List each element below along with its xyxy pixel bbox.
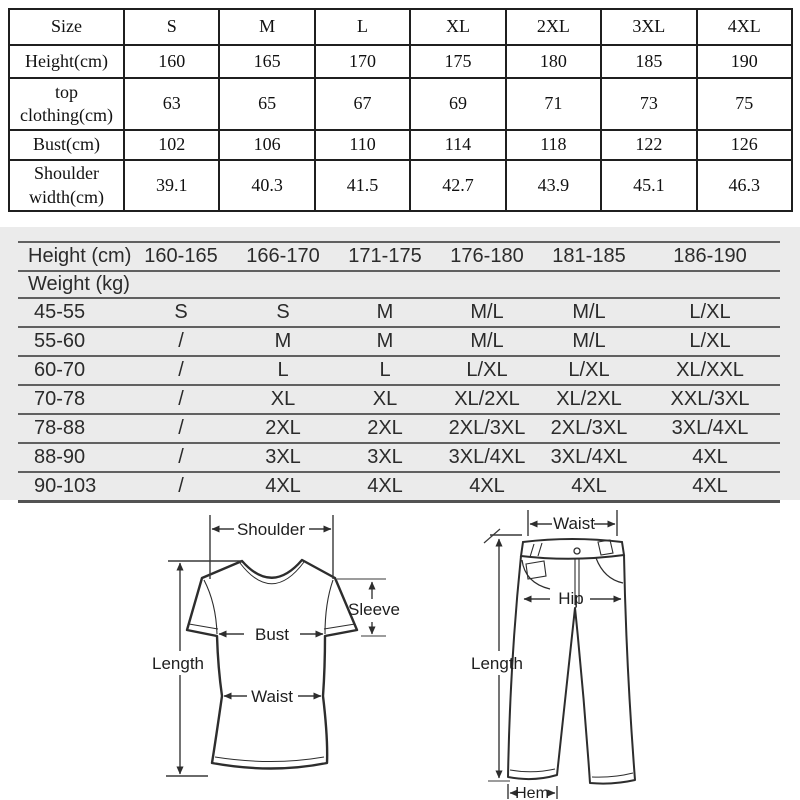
value-cell: 4XL [265,475,301,497]
value-cell: 106 [219,130,314,160]
value-cell: / [178,388,184,410]
value-cell: 69 [410,78,505,130]
pants-waist-label: Waist [553,514,595,533]
shirt-sleeve-label: Sleeve [348,600,400,619]
tshirt-drawing [187,560,357,769]
table-row [9,45,792,78]
shirt-length-label: Length [152,654,204,673]
header-cell: 160-165 [144,245,218,267]
value-cell: L/XL [568,359,610,381]
value-cell: S [174,301,188,323]
size-table-header-row [9,9,792,45]
table-row [18,356,780,385]
header-cell: 176-180 [450,245,524,267]
value-cell: L/XL [689,301,731,323]
value-cell: L [379,359,391,381]
row-label: top clothing(cm) [9,78,124,130]
value-cell: / [178,417,184,439]
header-cell: 2XL [506,9,601,45]
value-cell: XXL/3XL [670,388,750,410]
value-cell: 185 [601,45,696,78]
top-size-table [8,8,793,212]
value-cell: 2XL [367,417,403,439]
value-cell: L/XL [689,330,731,352]
value-cell: 42.7 [410,160,505,211]
value-cell: 65 [219,78,314,130]
pants-belt-loops [530,540,613,557]
value-cell: 122 [601,130,696,160]
value-cell: 180 [506,45,601,78]
value-cell: L [277,359,289,381]
table-row [18,414,780,443]
pants-button [574,548,580,554]
row-label: Height(cm) [9,45,124,78]
value-cell: 67 [315,78,410,130]
table-row [18,385,780,414]
row-label: 88-90 [34,446,86,468]
row-label: 45-55 [34,301,86,323]
pants-length-label: Length [471,654,523,673]
row-label: Bust(cm) [9,130,124,160]
size-table-body [9,45,792,211]
value-cell: 43.9 [506,160,601,211]
pants-hem-label: Hem [515,785,549,800]
value-cell: XL [270,388,296,410]
value-cell: 3XL [265,446,301,468]
value-cell: XL/2XL [556,388,622,410]
shirt-bust-label: Bust [254,625,290,644]
tshirt-dimension-lines [166,515,386,776]
header-cell: 3XL [601,9,696,45]
value-cell: 3XL/4XL [448,446,526,468]
pants-drawing [508,539,635,784]
value-cell: / [178,475,184,497]
value-cell: 190 [697,45,792,78]
value-cell: 3XL/4XL [671,417,749,439]
value-cell: M [376,301,394,323]
value-cell: / [178,359,184,381]
value-cell: 73 [601,78,696,130]
fit-table-band [0,227,800,500]
tshirt-outline [187,560,357,769]
value-cell: 114 [410,130,505,160]
tshirt-hem-inner-line [215,757,324,762]
value-cell: 45.1 [601,160,696,211]
value-cell: 4XL [367,475,403,497]
tshirt-measurement-diagram [128,503,428,800]
row-label: 70-78 [34,388,86,410]
value-cell: 75 [697,78,792,130]
value-cell: / [178,330,184,352]
pants-measurement-diagram [438,503,700,800]
header-cell: 186-190 [673,245,747,267]
value-cell: XL/XXL [676,359,744,381]
table-row [9,160,792,211]
value-cell: M/L [572,301,606,323]
pants-hip-label: Hip [558,589,584,608]
header-cell: 171-175 [348,245,422,267]
table-row [18,298,780,327]
header-cell: 181-185 [552,245,626,267]
header-cell: 4XL [697,9,792,45]
value-cell: 118 [506,130,601,160]
value-cell: 3XL/4XL [550,446,628,468]
value-cell: 40.3 [219,160,314,211]
table-row [18,472,780,502]
header-cell: S [124,9,219,45]
value-cell: 102 [124,130,219,160]
height-weight-fit-table [18,241,780,503]
row-label: 78-88 [34,417,86,439]
value-cell: 2XL/3XL [448,417,526,439]
header-cell: Size [9,9,124,45]
pants-waistband [521,539,624,559]
value-cell: XL/2XL [454,388,520,410]
value-cell: 2XL/3XL [550,417,628,439]
weight-label: Weight (kg) [28,273,130,295]
pants-hem-inner-lines [510,769,633,777]
value-cell: 71 [506,78,601,130]
value-cell: 4XL [692,475,728,497]
value-cell: L/XL [466,359,508,381]
table-row [18,327,780,356]
value-cell: 126 [697,130,792,160]
value-cell: 39.1 [124,160,219,211]
table-row [9,130,792,160]
value-cell: 4XL [571,475,607,497]
value-cell: 110 [315,130,410,160]
fit-table-height-row [18,242,780,271]
table-row [9,78,792,130]
length-slash [484,529,500,543]
table-row [18,443,780,472]
value-cell: 41.5 [315,160,410,211]
value-cell: M [376,330,394,352]
header-cell: Height (cm) [28,245,132,267]
value-cell: 175 [410,45,505,78]
row-label: Shoulder width(cm) [9,160,124,211]
fit-table-body [18,298,780,502]
value-cell: 63 [124,78,219,130]
value-cell: S [276,301,290,323]
value-cell: M/L [470,301,504,323]
row-label: 90-103 [34,475,97,497]
value-cell: 2XL [265,417,301,439]
fit-table-weight-row [18,271,780,298]
value-cell: 3XL [367,446,403,468]
value-cell: 160 [124,45,219,78]
shirt-shoulder-label: Shoulder [236,520,306,539]
header-cell: 166-170 [246,245,320,267]
value-cell: 170 [315,45,410,78]
value-cell: 165 [219,45,314,78]
value-cell: M [274,330,292,352]
header-cell: L [315,9,410,45]
shirt-waist-label: Waist [251,687,293,706]
header-cell: XL [410,9,505,45]
value-cell: M/L [572,330,606,352]
row-label: 55-60 [34,330,86,352]
value-cell: M/L [470,330,504,352]
value-cell: 4XL [469,475,505,497]
value-cell: 4XL [692,446,728,468]
value-cell: 46.3 [697,160,792,211]
tshirt-collar-inner-line [240,562,304,584]
value-cell: XL [372,388,398,410]
row-label: 60-70 [34,359,86,381]
value-cell: / [178,446,184,468]
header-cell: M [219,9,314,45]
